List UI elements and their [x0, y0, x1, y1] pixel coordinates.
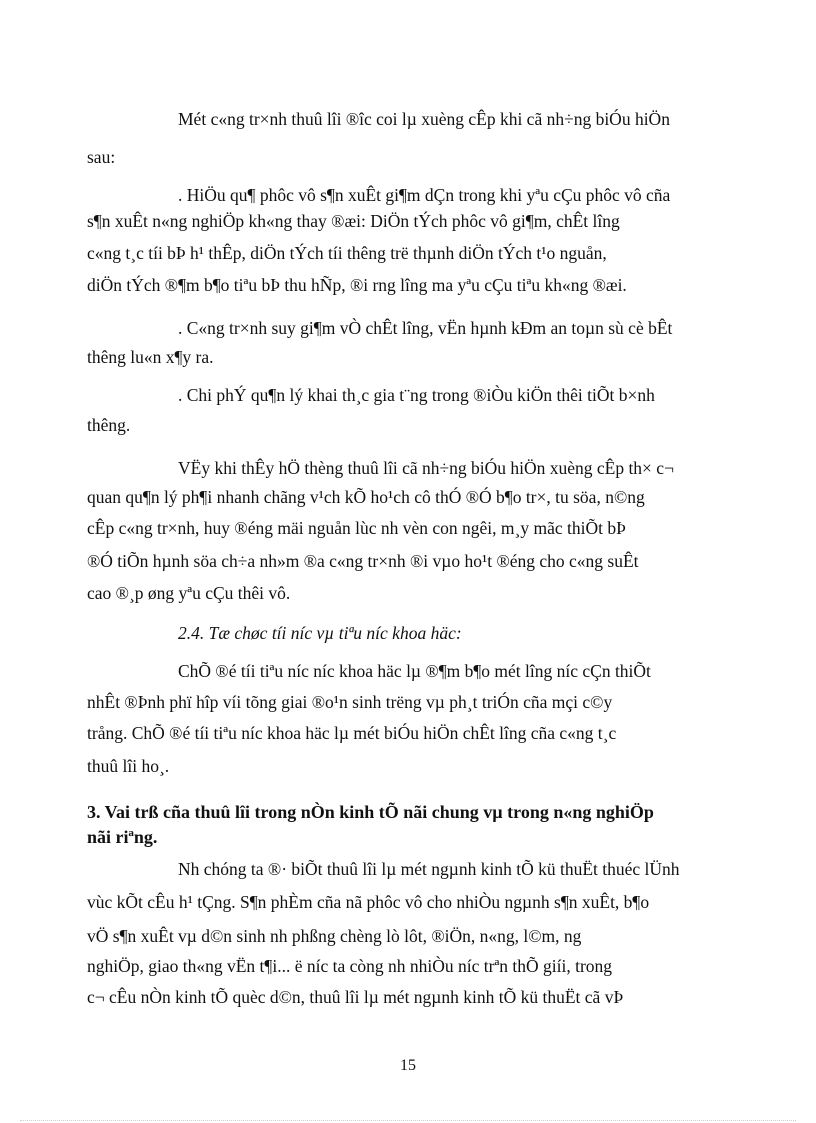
- text-line: ®Ó tiÕn hµnh söa ch÷a nh»m ®a c«ng tr×nh ®i vµo ho¹t ®éng cho c«ng suÊt: [87, 551, 639, 571]
- text-line: . HiÖu qu¶ phôc vô s¶n xuÊt gi¶m dÇn trong khi yªu cÇu phôc vô cña: [178, 185, 671, 205]
- text-line: s¶n xuÊt n«ng nghiÖp kh«ng thay ®æi: DiÖn tÝch phôc vô gi¶m, chÊt lîng: [87, 211, 620, 231]
- text-line: Mét c«ng tr×nh thuû lîi ®îc coi lµ xuèng cÊp khi cã nh÷ng biÓu hiÖn: [178, 109, 670, 129]
- text-line: diÖn tÝch ®¶m b¶o tiªu bÞ thu hÑp, ®i rng lîng ma yªu cÇu tiªu kh«ng ®æi.: [87, 275, 627, 295]
- text-line: nhÊt ®Þnh phï hîp víi tõng giai ®o¹n sinh trëng vµ ph¸t triÓn cña mçi c©y: [87, 692, 613, 712]
- text-line: . Chi phÝ qu¶n lý khai th¸c gia t¨ng trong ®iÒu kiÖn thêi tiÕt b×nh: [178, 385, 655, 405]
- page-bottom-divider: [20, 1120, 796, 1121]
- text-line: c«ng t¸c tíi bÞ h¹ thÊp, diÖn tÝch tíi thêng trë thµnh diÖn tÝch t¹o nguån,: [87, 243, 607, 263]
- text-line: thuû lîi ho¸.: [87, 756, 170, 776]
- text-line: vÖ s¶n xuÊt vµ d©n sinh nh phßng chèng lò lôt, ®iÖn, n«ng, l©m, ng: [87, 926, 582, 946]
- text-line: sau:: [87, 147, 116, 167]
- page-number: 15: [400, 1057, 416, 1074]
- section-heading-3-cont: nãi riªng.: [87, 827, 158, 847]
- text-line: cao ®¸p øng yªu cÇu thêi vô.: [87, 583, 291, 603]
- text-line: trång. ChÕ ®é tíi tiªu níc khoa häc lµ mét biÓu hiÖn chÊt lîng cña c«ng t¸c: [87, 723, 617, 743]
- text-line: nghiÖp, giao th«ng vËn t¶i... ë níc ta còng nh nhiÒu níc trªn thÕ giíi, trong: [87, 956, 613, 976]
- text-line: cÊp c«ng tr×nh, huy ®éng mäi nguån lùc nh vèn con ngêi, m¸y mãc thiÕt bÞ: [87, 518, 626, 538]
- section-heading-3: 3. Vai trß cña thuû lîi trong nÒn kinh tÕ nãi chung vµ trong n«ng nghiÖp: [87, 802, 654, 822]
- text-line: vùc kÕt cÊu h¹ tÇng. S¶n phÈm cña nã phôc vô cho nhiÒu ngµnh s¶n xuÊt, b¶o: [87, 892, 650, 912]
- text-line: . C«ng tr×nh suy gi¶m vÒ chÊt lîng, vËn hµnh kÐm an toµn sù cè bÊt: [178, 318, 673, 338]
- text-line: thêng.: [87, 415, 131, 435]
- text-line: thêng lu«n x¶y ra.: [87, 347, 214, 367]
- text-line: VËy khi thÊy hÖ thèng thuû lîi cã nh÷ng biÓu hiÖn xuèng cÊp th× c¬: [178, 458, 674, 478]
- text-line: quan qu¶n lý ph¶i nhanh chãng v¹ch kÕ ho¹ch cô thÓ ®Ó b¶o tr×, tu söa, n©ng: [87, 487, 645, 507]
- text-line: c¬ cÊu nÒn kinh tÕ quèc d©n, thuû lîi lµ mét ngµnh kinh tÕ kü thuËt cã vÞ: [87, 987, 624, 1007]
- text-line: ChÕ ®é tíi tiªu níc níc khoa häc lµ ®¶m b¶o mét lîng níc cÇn thiÕt: [178, 661, 651, 681]
- section-heading-2-4: 2.4. Tæ chøc tíi níc vµ tiªu níc khoa häc:: [178, 623, 462, 643]
- text-line: Nh chóng ta ®· biÕt thuû lîi lµ mét ngµnh kinh tÕ kü thuËt thuéc lÜnh: [178, 859, 680, 879]
